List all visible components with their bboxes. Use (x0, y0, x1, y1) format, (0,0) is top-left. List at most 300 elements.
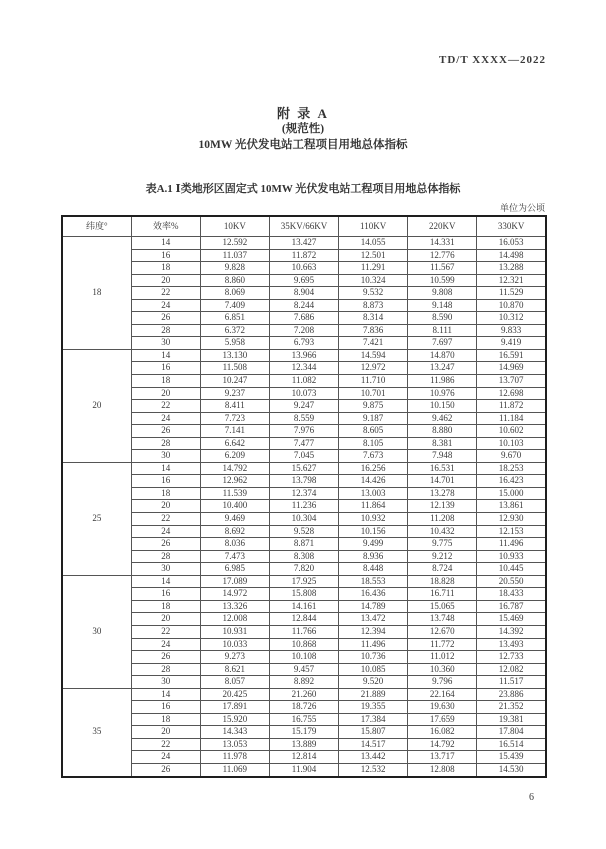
appendix-heading: 10MW 光伏发电站工程项目用地总体指标 (198, 139, 408, 151)
value-cell: 11.904 (269, 763, 338, 776)
value-cell: 7.208 (269, 324, 338, 337)
value-cell: 10.931 (200, 625, 269, 638)
value-cell: 8.880 (408, 425, 477, 438)
value-cell: 19.630 (408, 701, 477, 714)
column-header: 220KV (408, 216, 477, 237)
table-row (62, 237, 546, 250)
value-cell: 9.247 (269, 400, 338, 413)
value-cell: 8.724 (408, 563, 477, 576)
value-cell: 6.642 (200, 437, 269, 450)
efficiency-cell: 20 (131, 387, 200, 400)
value-cell: 16.423 (477, 475, 546, 488)
table-row (62, 651, 546, 664)
efficiency-cell: 26 (131, 425, 200, 438)
value-cell: 10.445 (477, 563, 546, 576)
value-cell: 8.069 (200, 287, 269, 300)
value-cell: 14.972 (200, 588, 269, 601)
value-cell: 9.796 (408, 676, 477, 689)
value-cell: 12.844 (269, 613, 338, 626)
value-cell: 11.529 (477, 287, 546, 300)
value-cell: 12.394 (339, 625, 408, 638)
value-cell: 10.324 (339, 274, 408, 287)
value-cell: 8.308 (269, 550, 338, 563)
efficiency-cell: 24 (131, 751, 200, 764)
value-cell: 12.501 (339, 249, 408, 262)
value-cell: 10.085 (339, 663, 408, 676)
column-header: 35KV/66KV (269, 216, 338, 237)
value-cell: 13.493 (477, 638, 546, 651)
value-cell: 8.559 (269, 412, 338, 425)
value-cell: 14.331 (408, 237, 477, 250)
value-cell: 7.723 (200, 412, 269, 425)
indicator-table (61, 215, 547, 778)
value-cell: 14.392 (477, 625, 546, 638)
value-cell: 7.045 (269, 450, 338, 463)
table-row (62, 751, 546, 764)
table-row (62, 713, 546, 726)
unit-note: 单位为公顷 (499, 203, 545, 213)
value-cell: 10.304 (269, 513, 338, 526)
table-row (62, 588, 546, 601)
value-cell: 6.793 (269, 337, 338, 350)
value-cell: 9.457 (269, 663, 338, 676)
column-header: 10KV (200, 216, 269, 237)
value-cell: 18.726 (269, 701, 338, 714)
page-number: 6 (529, 792, 534, 803)
value-cell: 14.701 (408, 475, 477, 488)
table-row (62, 600, 546, 613)
efficiency-cell: 22 (131, 513, 200, 526)
table-row (62, 688, 546, 701)
efficiency-cell: 14 (131, 349, 200, 362)
value-cell: 22.164 (408, 688, 477, 701)
value-cell: 9.695 (269, 274, 338, 287)
value-cell: 6.851 (200, 312, 269, 325)
value-cell: 20.425 (200, 688, 269, 701)
value-cell: 12.930 (477, 513, 546, 526)
efficiency-cell: 14 (131, 575, 200, 588)
value-cell: 11.508 (200, 362, 269, 375)
table-row (62, 475, 546, 488)
value-cell: 8.590 (408, 312, 477, 325)
efficiency-cell: 18 (131, 487, 200, 500)
value-cell: 10.736 (339, 651, 408, 664)
value-cell: 16.082 (408, 726, 477, 739)
value-cell: 13.717 (408, 751, 477, 764)
value-cell: 17.891 (200, 701, 269, 714)
table-row (62, 349, 546, 362)
value-cell: 10.400 (200, 500, 269, 513)
table-row (62, 412, 546, 425)
value-cell: 12.776 (408, 249, 477, 262)
value-cell: 12.153 (477, 525, 546, 538)
value-cell: 12.532 (339, 763, 408, 776)
value-cell: 11.236 (269, 500, 338, 513)
value-cell: 10.932 (339, 513, 408, 526)
efficiency-cell: 26 (131, 312, 200, 325)
value-cell: 8.621 (200, 663, 269, 676)
value-cell: 11.012 (408, 651, 477, 664)
value-cell: 7.473 (200, 550, 269, 563)
value-cell: 14.792 (408, 738, 477, 751)
efficiency-cell: 16 (131, 249, 200, 262)
value-cell: 9.187 (339, 412, 408, 425)
efficiency-cell: 20 (131, 274, 200, 287)
table-header-row (62, 216, 546, 237)
value-cell: 11.567 (408, 262, 477, 275)
value-cell: 10.247 (200, 375, 269, 388)
value-cell: 12.592 (200, 237, 269, 250)
table-row (62, 763, 546, 776)
value-cell: 10.599 (408, 274, 477, 287)
value-cell: 18.828 (408, 575, 477, 588)
value-cell: 6.209 (200, 450, 269, 463)
value-cell: 12.139 (408, 500, 477, 513)
value-cell: 13.053 (200, 738, 269, 751)
efficiency-cell: 28 (131, 437, 200, 450)
value-cell: 20.550 (477, 575, 546, 588)
table-row (62, 437, 546, 450)
efficiency-cell: 20 (131, 613, 200, 626)
table-row (62, 337, 546, 350)
value-cell: 11.539 (200, 487, 269, 500)
column-header: 110KV (339, 216, 408, 237)
value-cell: 13.472 (339, 613, 408, 626)
value-cell: 14.161 (269, 600, 338, 613)
table-row (62, 513, 546, 526)
value-cell: 12.670 (408, 625, 477, 638)
value-cell: 13.442 (339, 751, 408, 764)
value-cell: 18.433 (477, 588, 546, 601)
value-cell: 13.707 (477, 375, 546, 388)
value-cell: 8.692 (200, 525, 269, 538)
efficiency-cell: 16 (131, 588, 200, 601)
value-cell: 8.873 (339, 299, 408, 312)
value-cell: 23.886 (477, 688, 546, 701)
table-row (62, 676, 546, 689)
value-cell: 9.775 (408, 538, 477, 551)
value-cell: 21.352 (477, 701, 546, 714)
value-cell: 10.073 (269, 387, 338, 400)
value-cell: 8.057 (200, 676, 269, 689)
value-cell: 6.985 (200, 563, 269, 576)
table-row (62, 274, 546, 287)
value-cell: 9.833 (477, 324, 546, 337)
latitude-cell: 30 (62, 575, 131, 688)
value-cell: 14.517 (339, 738, 408, 751)
value-cell: 7.836 (339, 324, 408, 337)
value-cell: 17.804 (477, 726, 546, 739)
table-row (62, 387, 546, 400)
value-cell: 10.033 (200, 638, 269, 651)
value-cell: 9.532 (339, 287, 408, 300)
table-row (62, 525, 546, 538)
value-cell: 10.360 (408, 663, 477, 676)
value-cell: 7.976 (269, 425, 338, 438)
value-cell: 14.343 (200, 726, 269, 739)
value-cell: 11.208 (408, 513, 477, 526)
value-cell: 16.053 (477, 237, 546, 250)
table-row (62, 726, 546, 739)
value-cell: 14.789 (339, 600, 408, 613)
value-cell: 13.278 (408, 487, 477, 500)
value-cell: 16.531 (408, 462, 477, 475)
efficiency-cell: 26 (131, 763, 200, 776)
table-row (62, 249, 546, 262)
column-header: 纬度° (62, 216, 131, 237)
value-cell: 14.594 (339, 349, 408, 362)
value-cell: 10.870 (477, 299, 546, 312)
value-cell: 12.808 (408, 763, 477, 776)
efficiency-cell: 20 (131, 726, 200, 739)
value-cell: 15.469 (477, 613, 546, 626)
value-cell: 13.427 (269, 237, 338, 250)
value-cell: 8.381 (408, 437, 477, 450)
value-cell: 8.605 (339, 425, 408, 438)
value-cell: 15.439 (477, 751, 546, 764)
table-body (62, 237, 546, 777)
value-cell: 11.496 (477, 538, 546, 551)
value-cell: 15.920 (200, 713, 269, 726)
value-cell: 9.273 (200, 651, 269, 664)
latitude-cell: 25 (62, 462, 131, 575)
value-cell: 12.962 (200, 475, 269, 488)
efficiency-cell: 18 (131, 600, 200, 613)
value-cell: 9.148 (408, 299, 477, 312)
value-cell: 8.936 (339, 550, 408, 563)
efficiency-cell: 30 (131, 676, 200, 689)
value-cell: 13.247 (408, 362, 477, 375)
value-cell: 11.037 (200, 249, 269, 262)
value-cell: 9.419 (477, 337, 546, 350)
value-cell: 15.000 (477, 487, 546, 500)
value-cell: 9.828 (200, 262, 269, 275)
value-cell: 12.374 (269, 487, 338, 500)
efficiency-cell: 30 (131, 563, 200, 576)
value-cell: 14.530 (477, 763, 546, 776)
value-cell: 16.436 (339, 588, 408, 601)
value-cell: 8.448 (339, 563, 408, 576)
value-cell: 13.288 (477, 262, 546, 275)
value-cell: 9.237 (200, 387, 269, 400)
value-cell: 8.411 (200, 400, 269, 413)
efficiency-cell: 18 (131, 262, 200, 275)
table-row (62, 462, 546, 475)
value-cell: 15.808 (269, 588, 338, 601)
column-header: 效率% (131, 216, 200, 237)
value-cell: 7.141 (200, 425, 269, 438)
table-header (62, 216, 546, 237)
efficiency-cell: 24 (131, 299, 200, 312)
value-cell: 11.978 (200, 751, 269, 764)
value-cell: 7.948 (408, 450, 477, 463)
value-cell: 11.082 (269, 375, 338, 388)
value-cell: 10.701 (339, 387, 408, 400)
value-cell: 7.820 (269, 563, 338, 576)
value-cell: 16.787 (477, 600, 546, 613)
value-cell: 13.130 (200, 349, 269, 362)
value-cell: 10.156 (339, 525, 408, 538)
efficiency-cell: 22 (131, 625, 200, 638)
value-cell: 17.925 (269, 575, 338, 588)
efficiency-cell: 26 (131, 538, 200, 551)
value-cell: 7.697 (408, 337, 477, 350)
table-row (62, 262, 546, 275)
value-cell: 8.105 (339, 437, 408, 450)
value-cell: 17.659 (408, 713, 477, 726)
value-cell: 16.514 (477, 738, 546, 751)
value-cell: 12.733 (477, 651, 546, 664)
value-cell: 9.520 (339, 676, 408, 689)
value-cell: 8.871 (269, 538, 338, 551)
value-cell: 12.008 (200, 613, 269, 626)
value-cell: 15.179 (269, 726, 338, 739)
table-row (62, 299, 546, 312)
value-cell: 10.432 (408, 525, 477, 538)
efficiency-cell: 24 (131, 525, 200, 538)
value-cell: 7.673 (339, 450, 408, 463)
value-cell: 21.889 (339, 688, 408, 701)
value-cell: 18.253 (477, 462, 546, 475)
value-cell: 7.409 (200, 299, 269, 312)
latitude-cell: 18 (62, 237, 131, 350)
value-cell: 11.986 (408, 375, 477, 388)
efficiency-cell: 22 (131, 287, 200, 300)
efficiency-cell: 24 (131, 638, 200, 651)
value-cell: 13.861 (477, 500, 546, 513)
value-cell: 11.184 (477, 412, 546, 425)
efficiency-cell: 20 (131, 500, 200, 513)
efficiency-cell: 24 (131, 412, 200, 425)
efficiency-cell: 14 (131, 688, 200, 701)
value-cell: 8.036 (200, 538, 269, 551)
value-cell: 12.344 (269, 362, 338, 375)
value-cell: 18.553 (339, 575, 408, 588)
value-cell: 12.814 (269, 751, 338, 764)
value-cell: 15.627 (269, 462, 338, 475)
efficiency-cell: 28 (131, 663, 200, 676)
value-cell: 13.966 (269, 349, 338, 362)
value-cell: 9.499 (339, 538, 408, 551)
efficiency-cell: 28 (131, 550, 200, 563)
table-row (62, 625, 546, 638)
document-code: TD/T XXXX—2022 (438, 54, 546, 66)
value-cell: 13.003 (339, 487, 408, 500)
value-cell: 5.958 (200, 337, 269, 350)
value-cell: 11.496 (339, 638, 408, 651)
efficiency-cell: 16 (131, 701, 200, 714)
table-row (62, 500, 546, 513)
table-row (62, 701, 546, 714)
table-row (62, 663, 546, 676)
value-cell: 8.860 (200, 274, 269, 287)
efficiency-cell: 30 (131, 450, 200, 463)
value-cell: 11.872 (477, 400, 546, 413)
value-cell: 11.517 (477, 676, 546, 689)
value-cell: 10.933 (477, 550, 546, 563)
value-cell: 14.792 (200, 462, 269, 475)
value-cell: 11.710 (339, 375, 408, 388)
value-cell: 9.212 (408, 550, 477, 563)
value-cell: 10.108 (269, 651, 338, 664)
value-cell: 16.256 (339, 462, 408, 475)
latitude-cell: 20 (62, 349, 131, 462)
value-cell: 6.372 (200, 324, 269, 337)
value-cell: 8.892 (269, 676, 338, 689)
value-cell: 11.864 (339, 500, 408, 513)
table-row (62, 538, 546, 551)
table-row (62, 450, 546, 463)
value-cell: 11.766 (269, 625, 338, 638)
value-cell: 9.808 (408, 287, 477, 300)
value-cell: 19.381 (477, 713, 546, 726)
table-row (62, 400, 546, 413)
value-cell: 10.868 (269, 638, 338, 651)
value-cell: 19.355 (339, 701, 408, 714)
table-row (62, 312, 546, 325)
value-cell: 7.477 (269, 437, 338, 450)
efficiency-cell: 28 (131, 324, 200, 337)
value-cell: 14.426 (339, 475, 408, 488)
value-cell: 13.748 (408, 613, 477, 626)
value-cell: 16.591 (477, 349, 546, 362)
value-cell: 11.069 (200, 763, 269, 776)
value-cell: 14.969 (477, 362, 546, 375)
value-cell: 7.686 (269, 312, 338, 325)
value-cell: 17.384 (339, 713, 408, 726)
value-cell: 16.711 (408, 588, 477, 601)
value-cell: 14.498 (477, 249, 546, 262)
table-row (62, 575, 546, 588)
value-cell: 21.260 (269, 688, 338, 701)
table-row (62, 638, 546, 651)
value-cell: 11.872 (269, 249, 338, 262)
efficiency-cell: 30 (131, 337, 200, 350)
efficiency-cell: 22 (131, 400, 200, 413)
value-cell: 8.904 (269, 287, 338, 300)
efficiency-cell: 18 (131, 713, 200, 726)
value-cell: 8.314 (339, 312, 408, 325)
efficiency-cell: 26 (131, 651, 200, 664)
value-cell: 13.326 (200, 600, 269, 613)
value-cell: 10.976 (408, 387, 477, 400)
value-cell: 13.798 (269, 475, 338, 488)
value-cell: 9.462 (408, 412, 477, 425)
table-caption: 表A.1 Ⅰ类地形区固定式 10MW 光伏发电站工程项目用地总体指标 (145, 183, 461, 195)
value-cell: 16.755 (269, 713, 338, 726)
value-cell: 14.055 (339, 237, 408, 250)
value-cell: 10.312 (477, 312, 546, 325)
value-cell: 14.870 (408, 349, 477, 362)
value-cell: 10.150 (408, 400, 477, 413)
value-cell: 12.321 (477, 274, 546, 287)
table-row (62, 362, 546, 375)
value-cell: 12.972 (339, 362, 408, 375)
value-cell: 17.089 (200, 575, 269, 588)
efficiency-cell: 16 (131, 475, 200, 488)
value-cell: 15.807 (339, 726, 408, 739)
value-cell: 10.663 (269, 262, 338, 275)
value-cell: 12.698 (477, 387, 546, 400)
latitude-cell: 35 (62, 688, 131, 776)
value-cell: 9.469 (200, 513, 269, 526)
table-row (62, 738, 546, 751)
table-row (62, 487, 546, 500)
value-cell: 9.528 (269, 525, 338, 538)
table-row (62, 375, 546, 388)
value-cell: 10.103 (477, 437, 546, 450)
table-row (62, 563, 546, 576)
